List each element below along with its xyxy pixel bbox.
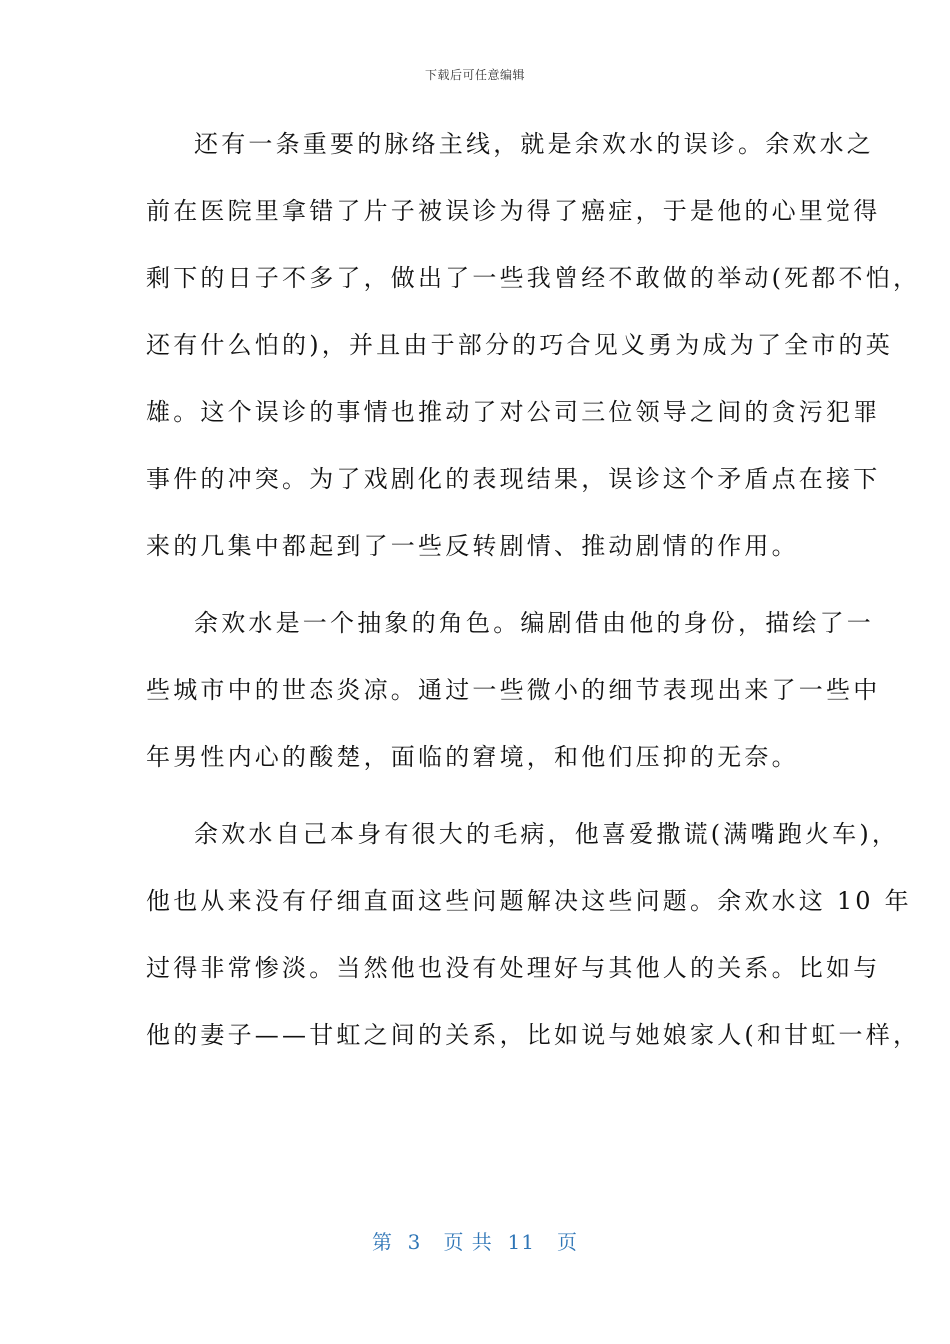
paragraph-line: 些城市中的世态炎凉。通过一些微小的细节表现出来了一些中: [146, 676, 881, 704]
paragraph-line: 剩下的日子不多了，做出了一些我曾经不敢做的举动(死都不怕，: [146, 264, 921, 292]
paragraph-line: 过得非常惨淡。当然他也没有处理好与其他人的关系。比如与: [146, 954, 881, 982]
paragraph-line: 还有什么怕的)，并且由于部分的巧合见义勇为成为了全市的英: [146, 331, 893, 359]
paragraph-line: 来的几集中都起到了一些反转剧情、推动剧情的作用。: [146, 532, 799, 560]
paragraph-line: 他也从来没有仔细直面这些问题解决这些问题。余欢水这 10 年: [146, 887, 912, 915]
page-header: 下载后可任意编辑: [424, 68, 525, 82]
paragraph-line: 余欢水是一个抽象的角色。编剧借由他的身份，描绘了一: [194, 609, 874, 637]
paragraph-line: 他的妻子——甘虹之间的关系，比如说与她娘家人(和甘虹一样，: [146, 1021, 921, 1049]
document-body: [146, 124, 921, 1082]
paragraph-line: 余欢水自己本身有很大的毛病，他喜爱撒谎(满嘴跑火车)，: [194, 820, 900, 848]
paragraph-line: 年男性内心的酸楚，面临的窘境，和他们压抑的无奈。: [146, 743, 799, 771]
paragraph-line: 还有一条重要的脉络主线，就是余欢水的误诊。余欢水之: [194, 130, 874, 158]
paragraph-line: 事件的冲突。为了戏剧化的表现结果，误诊这个矛盾点在接下: [146, 465, 881, 493]
paragraph-line: 雄。这个误诊的事情也推动了对公司三位领导之间的贪污犯罪: [146, 398, 881, 426]
paragraph-line: 前在医院里拿错了片子被误诊为得了癌症，于是他的心里觉得: [146, 197, 881, 225]
page-number-footer: 第 3 页 共 11 页: [371, 1230, 579, 1254]
